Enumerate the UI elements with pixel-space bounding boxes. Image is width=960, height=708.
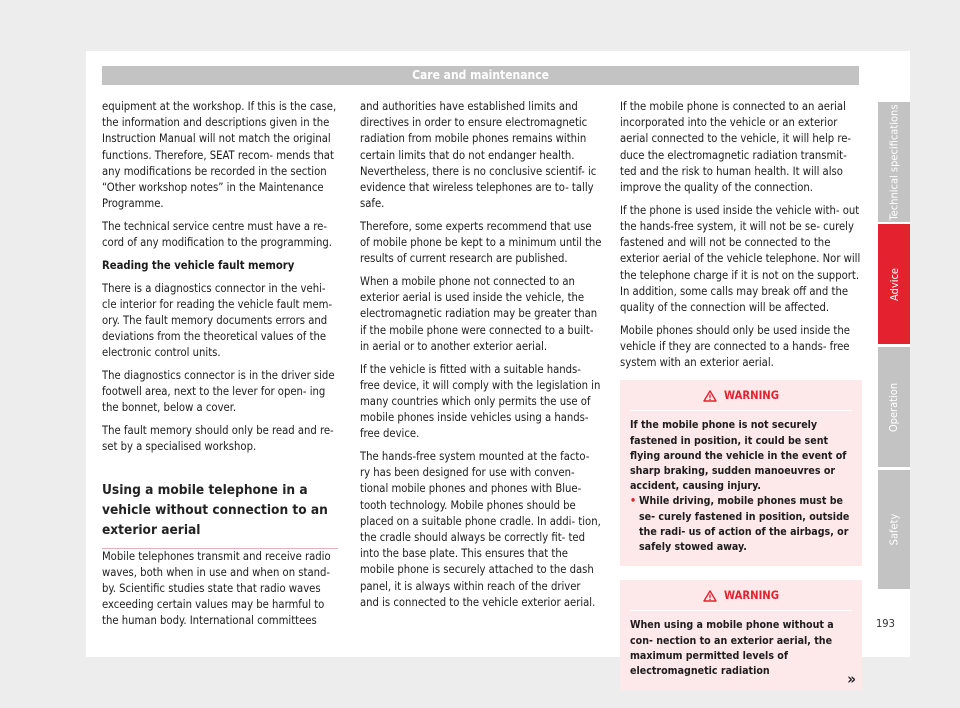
paragraph: If the phone is used inside the vehicle with- out the hands-free system, it will not be se- curely fastened and will not be connected to the exterior aerial of the vehicle telephone. Nor will the telephone charge if it is not on the support. In addition, some calls may break off and the quality of the connection will be affected. bbox=[620, 203, 861, 314]
paragraph: If the mobile phone is connected to an aerial incorporated into the vehicle or an exterior aerial connected to the vehicle, it will help re- duce the electromagnetic radiation transmit- ted and the risk to human health. It will also improve the quality of the connection. bbox=[620, 100, 852, 195]
tab-operation[interactable] bbox=[878, 347, 910, 467]
section-title: Using a mobile telephone in a vehicle without connection to an exterior aerial bbox=[102, 468, 338, 549]
warning-box bbox=[620, 580, 862, 690]
paragraph: equipment at the workshop. If this is the case, the information and descriptions given in the Instruction Manual will not match the original functions. Therefore, SEAT recom- mends that any modifications be recorded in the section “Other workshop notes” in the Maintenance Programme. bbox=[102, 100, 337, 211]
warning-body bbox=[630, 611, 852, 679]
paragraph: Mobile phones should only be used inside the vehicle if they are connected to a hands- free system with an exterior aerial. bbox=[620, 323, 850, 370]
tab-safety[interactable] bbox=[878, 470, 910, 589]
warning-box bbox=[620, 380, 862, 566]
warning-header bbox=[630, 580, 852, 611]
tab-technical-specifications[interactable] bbox=[878, 102, 910, 222]
warning-text: If the mobile phone is not securely fastened in position, it could be sent flying around the vehicle in the event of sharp braking, sudden manoeuvres or accident, causing injury. bbox=[630, 419, 847, 493]
continue-arrow-icon: » bbox=[847, 670, 856, 689]
paragraph: The hands-free system mounted at the facto- ry has been designed for use with conven- tional mobile phones and phones with Blue- tooth technology. Mobile phones should be placed on a suitable phone cradle. In addi- tion, the cradle should always be correctly fit- ted into the base plate. This ensures that the mobile phone is securely attached to the dash panel, it is always within reach of the driver and is connected to the vehicle exterior aerial. bbox=[360, 450, 601, 609]
warning-header bbox=[630, 380, 852, 411]
bullet-text: While driving, mobile phones must be se- curely fastened in position, outside the radi- us of action of the airbags, or safely stowed away. bbox=[639, 495, 850, 554]
paragraph: Therefore, some experts recommend that use of mobile phone be kept to a minimum until the results of current research are published. bbox=[360, 219, 602, 266]
text-column-2 bbox=[360, 99, 602, 618]
paragraph: If the vehicle is fitted with a suitable hands- free device, it will comply with the legislation in many countries which only permits the use of mobile phones inside vehicles using a hands-free device. bbox=[360, 362, 601, 441]
warning-text: When using a mobile phone without a con- nection to an exterior aerial, the maximum permitted levels of electromagnetic radiation bbox=[630, 619, 834, 678]
text-column-1 bbox=[102, 99, 338, 636]
warning-label: WARNING bbox=[724, 589, 779, 603]
subheading: Reading the vehicle fault memory bbox=[102, 258, 295, 272]
warning-triangle-icon bbox=[703, 590, 717, 602]
paragraph: The diagnostics connector is in the driver side footwell area, next to the lever for open- ing the bonnet, below a cover. bbox=[102, 369, 335, 415]
paragraph: The technical service centre must have a re- cord of any modification to the programming. bbox=[102, 219, 332, 250]
paragraph: and authorities have established limits and directives in order to ensure electromagnetic radiation from mobile phones remains within certain limits that do not endanger health. Nevertheless, there is no conclusive scientif- ic evidence that wireless telephones are to- tally safe. bbox=[360, 100, 597, 211]
paragraph: The fault memory should only be read and re- set by a specialised workshop. bbox=[102, 424, 334, 454]
bullet-mark: • bbox=[630, 495, 637, 508]
tab-label: Technical specifications bbox=[887, 104, 901, 220]
paragraph: When a mobile phone not connected to an exterior aerial is used inside the vehicle, the electromagnetic radiation may be greater than if the mobile phone were connected to a built-in aerial or to another exterior aerial. bbox=[360, 275, 598, 353]
tab-label: Advice bbox=[887, 267, 901, 301]
warning-triangle-icon bbox=[703, 390, 717, 402]
warning-body bbox=[630, 411, 852, 555]
text-column-3 bbox=[620, 99, 862, 690]
warning-label: WARNING bbox=[724, 389, 779, 403]
page-number: 193 bbox=[876, 617, 895, 630]
tab-label: Safety bbox=[887, 513, 901, 546]
tab-label: Operation bbox=[887, 382, 901, 432]
paragraph: Mobile telephones transmit and receive radio waves, both when in use and when on stand- by. Scientific studies state that radio waves exceeding certain values may be harmful to the human body. International committees bbox=[102, 549, 331, 628]
tab-advice[interactable] bbox=[878, 224, 910, 344]
chapter-header: Care and maintenance bbox=[102, 66, 859, 85]
paragraph: There is a diagnostics connector in the vehi- cle interior for reading the vehicle fault mem- ory. The fault memory documents errors and deviations from the theoretical values of the electronic control units. bbox=[102, 281, 333, 360]
warning-bullet bbox=[630, 494, 852, 555]
